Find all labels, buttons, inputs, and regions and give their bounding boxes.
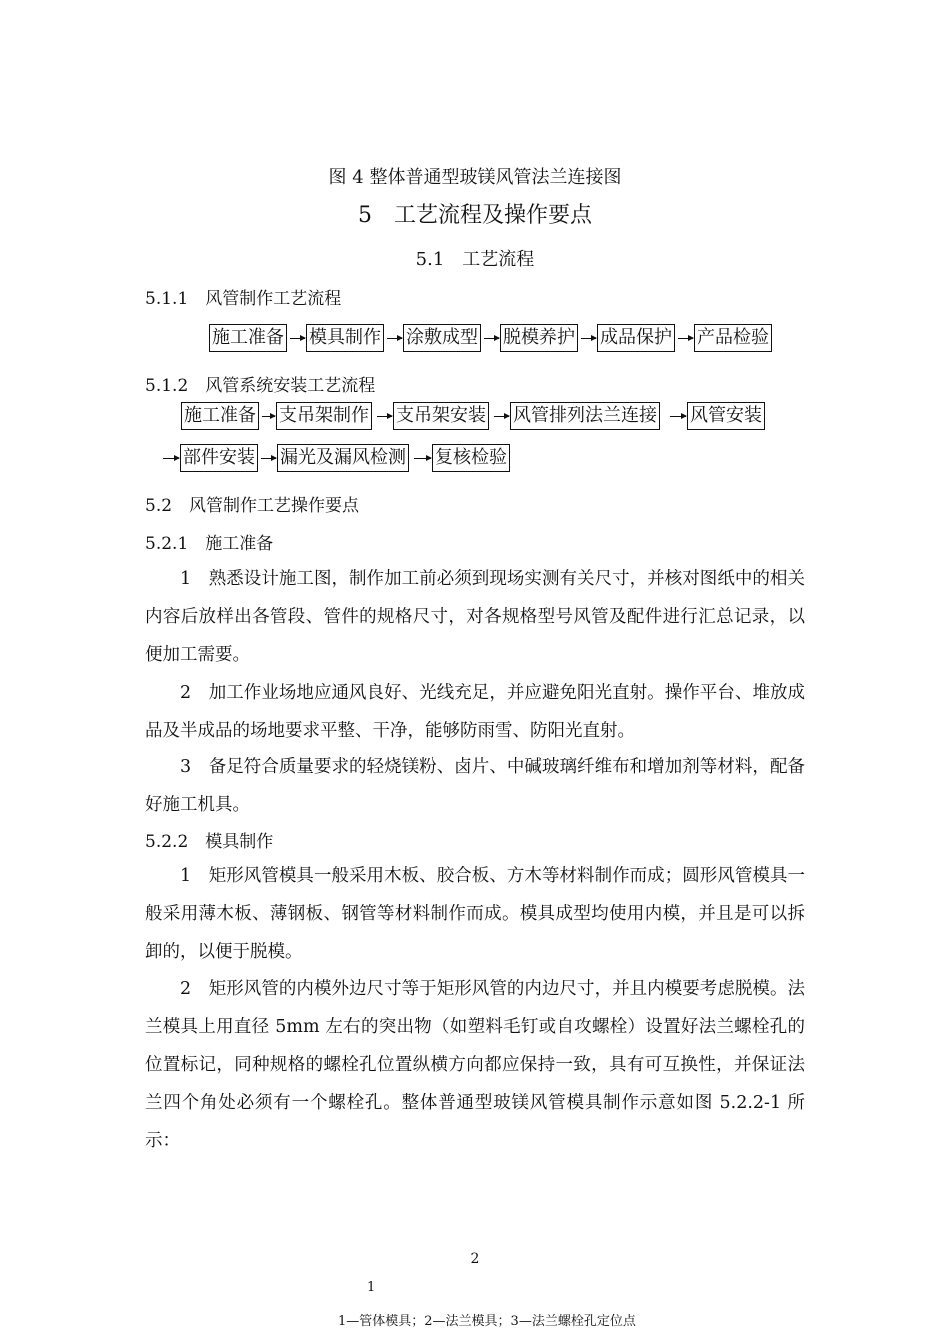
flow1-step-4: 脱模养护: [500, 324, 578, 352]
flow2-step-1: 施工准备: [181, 402, 259, 430]
flow2-step-3: 支吊架安装: [393, 402, 489, 430]
flow-arrow: [484, 338, 499, 339]
flow-arrow: [261, 458, 276, 459]
flow1-heading: 5.1.1 风管制作工艺流程: [145, 289, 342, 309]
flow1-step-6: 产品检验: [694, 324, 772, 352]
section-5-2-heading: 5.2 风管制作工艺操作要点: [145, 496, 360, 516]
figure-caption: 图 4 整体普通型玻镁风管法兰连接图: [328, 167, 622, 188]
flow2-step-2: 支吊架制作: [276, 402, 372, 430]
flow-arrow: [678, 338, 693, 339]
flow1-step-2: 模具制作: [306, 324, 384, 352]
figure-legend: 1—管体模具；2—法兰模具；3—法兰螺栓孔定位点: [338, 1314, 636, 1329]
flow2-step-6: 部件安装: [180, 444, 258, 472]
flow-arrow: [414, 458, 431, 459]
flow-arrow: [290, 338, 305, 339]
flow1-step-3: 涂敷成型: [403, 324, 481, 352]
flow-arrow: [581, 338, 596, 339]
flow-arrow: [387, 338, 402, 339]
flow1-step-5: 成品保护: [597, 324, 675, 352]
flow2-step-4: 风管排列法兰连接: [510, 402, 660, 430]
paragraph-5-2-1-3: 3 备足符合质量要求的轻烧镁粉、卤片、中碱玻璃纤维布和增加剂等材料，配备好施工机具。: [145, 757, 805, 815]
flow2-step-7: 漏光及漏风检测: [277, 444, 409, 472]
flow2-heading: 5.1.2 风管系统安装工艺流程: [145, 376, 376, 396]
flow-arrow: [494, 416, 509, 417]
flow-arrow: [377, 416, 392, 417]
subsection-title: 5.1 工艺流程: [415, 249, 535, 270]
page-number: 2: [470, 1251, 480, 1267]
paragraph-5-2-1-1: 1 熟悉设计施工图，制作加工前必须到现场实测有关尺寸，并核对图纸中的相关内容后放样出各管段、管件的规格尺寸，对各规格型号风管及配件进行汇总记录，以便加工需要。: [145, 569, 805, 665]
section-title: 5 工艺流程及操作要点: [358, 203, 592, 228]
flow2-step-5: 风管安装: [687, 402, 765, 430]
flow2-step-8: 复核检验: [432, 444, 510, 472]
flow-arrow: [262, 416, 275, 417]
flow-arrow: [163, 458, 179, 459]
figure-label: 1: [367, 1280, 376, 1295]
flow-arrow: [670, 416, 686, 417]
paragraph-5-2-2-1: 1 矩形风管模具一般采用木板、胶合板、方木等材料制作而成；圆形风管模具一般采用薄木板、薄钢板、钢管等材料制作而成。模具成型均使用内模，并且是可以拆卸的，以便于脱模。: [145, 866, 805, 962]
section-5-2-1-heading: 5.2.1 施工准备: [145, 534, 274, 554]
paragraph-5-2-1-2: 2 加工作业场地应通风良好、光线充足，并应避免阳光直射。操作平台、堆放成品及半成品的场地要求平整、干净，能够防雨雪、防阳光直射。: [145, 683, 805, 741]
flow1-step-1: 施工准备: [209, 324, 287, 352]
paragraph-5-2-2-2: 2 矩形风管的内模外边尺寸等于矩形风管的内边尺寸，并且内模要考虑脱模。法兰模具上用直径 5mm 左右的突出物（如塑料毛钉或自攻螺栓）设置好法兰螺栓孔的位置标记，同种规格的螺栓孔位置纵横方向都应保持一致，具有可互换性，并保证法兰四个角处必须有一个螺栓孔。整体普通型玻镁风管模具制作示意如图 5.2.2-1 所示：: [145, 979, 805, 1151]
section-5-2-2-heading: 5.2.2 模具制作: [145, 832, 274, 852]
